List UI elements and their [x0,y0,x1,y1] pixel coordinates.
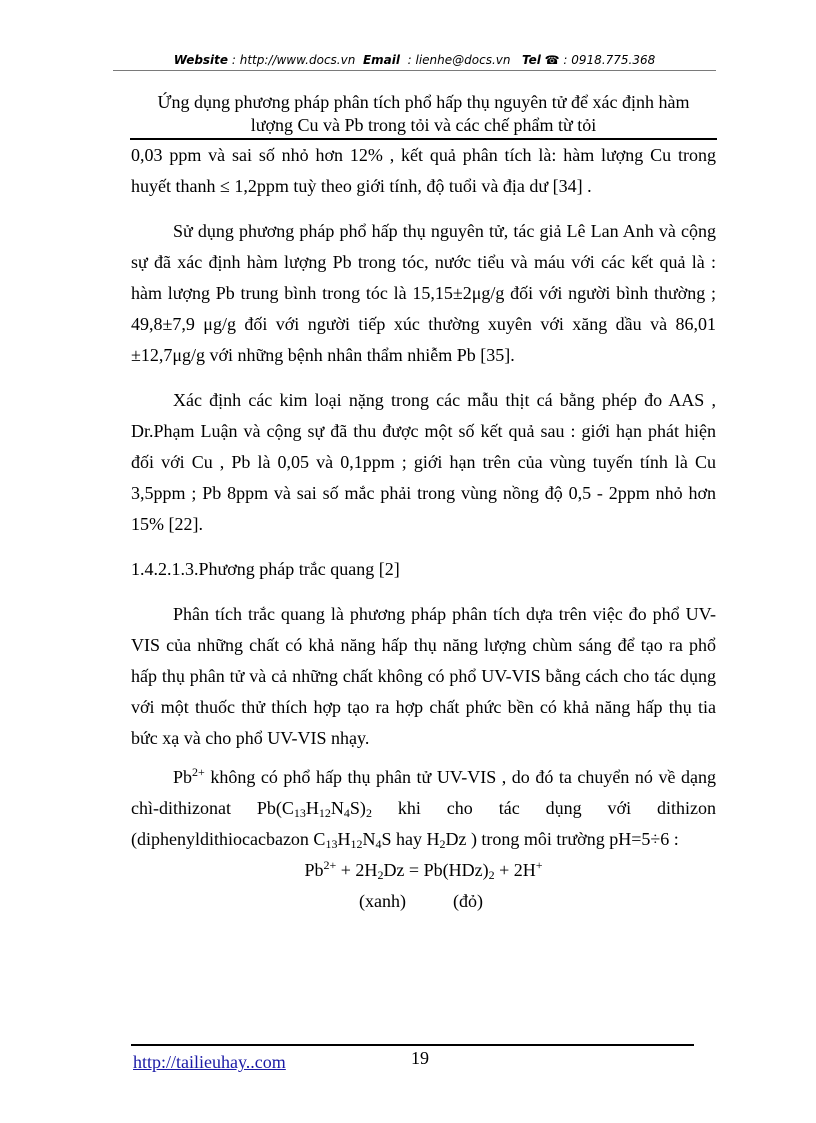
page-title [130,91,717,137]
email-label: Email [362,53,400,67]
paragraph-3: Xác định các kim loại nặng trong các mẫu thịt cá bằng phép đo AAS , Dr.Phạm Luận và cộng sự đã thu được một số kết quả sau : giới hạn phát hiện đối với Cu , Pb là 0,05 và 0,1ppm ; giới hạn trên của vùng tuyến tính là Cu 3,5ppm ; Pb 8ppm và sai số mắc phải trong vùng nồng độ 0,5 - 2ppm nhỏ hơn 15% [22]. [131,390,716,534]
paragraph-1: 0,03 ppm và sai số nhỏ hơn 12% , kết quả phân tích là: hàm lượng Cu trong huyết thanh ≤ 1,2ppm tuỳ theo giới tính, độ tuổi và địa dư [34] . [131,145,716,196]
paragraph-2: Sử dụng phương pháp phổ hấp thụ nguyên tử, tác giả Lê Lan Anh và cộng sự đã xác định hàm lượng Pb trong tóc, nước tiểu và máu với các kết quả là : hàm lượng Pb trung bình trong tóc là 15,15±2μg/g đối với người bình thường ; 49,8±7,9 μg/g đối với người tiếp xúc thường xuyên với xăng dầu và 86,01 ±12,7μg/g với những bệnh nhân thẩm nhiễm Pb [35]. [131,221,716,365]
equation-labels [131,886,716,917]
tel-label: Tel [521,53,541,67]
section-heading: 1.4.2.1.3.Phương pháp trắc quang [2] [131,559,400,579]
tel-number: ☎ : 0918.775.368 [544,53,656,67]
email-address[interactable]: : lienhe@docs.vn [407,53,511,67]
title-line-1: Ứng dụng phương pháp phân tích phổ hấp thụ nguyên tử để xác định hàm [157,92,690,112]
footer-link[interactable]: http://tailieuhay..com [133,1052,286,1072]
paragraph-4: Phân tích trắc quang là phương pháp phân tích dựa trên việc đo phổ UV-VIS của những chất có khả năng hấp thụ năng lượng chùm sáng để tạo ra phổ hấp thụ phân tử và cả những chất không có phổ UV-VIS bằng cách cho tác dụng với một thuốc thử thích hợp tạo ra hợp chất phức bền có khả năng hấp thụ tia bức xạ và cho phổ UV-VIS nhạy. [131,604,716,748]
page-number: 19 [411,1048,429,1068]
website-url[interactable]: : http://www.docs.vn [231,53,356,67]
document-body [131,140,716,917]
paragraph-5: $Pb^{2+}$ không có phổ hấp thụ phân tử UV-VIS , do đó ta chuyển nó về dạng chì-dithizonat $Pb(C_{13}H_{12}N_4S)_2$ khi cho tác dụng với dithizon (diphenyldithiocacbazon $C_{13}H_{12}N_4S$ hay $H_2Dz$ ) trong môi trường pH=5÷6 : [131,765,717,851]
website-label: Website [173,53,229,67]
document-header [113,50,716,71]
title-line-2: lượng Cu và Pb trong tỏi và các chế phẩm từ tỏi [250,115,597,135]
reaction-equation: $Pb^{2+} + 2H_2Dz = Pb(HDz)_2 + 2H^+$ [304,858,543,882]
label-green: (xanh) [359,891,406,911]
label-red: (đỏ) [453,891,483,911]
